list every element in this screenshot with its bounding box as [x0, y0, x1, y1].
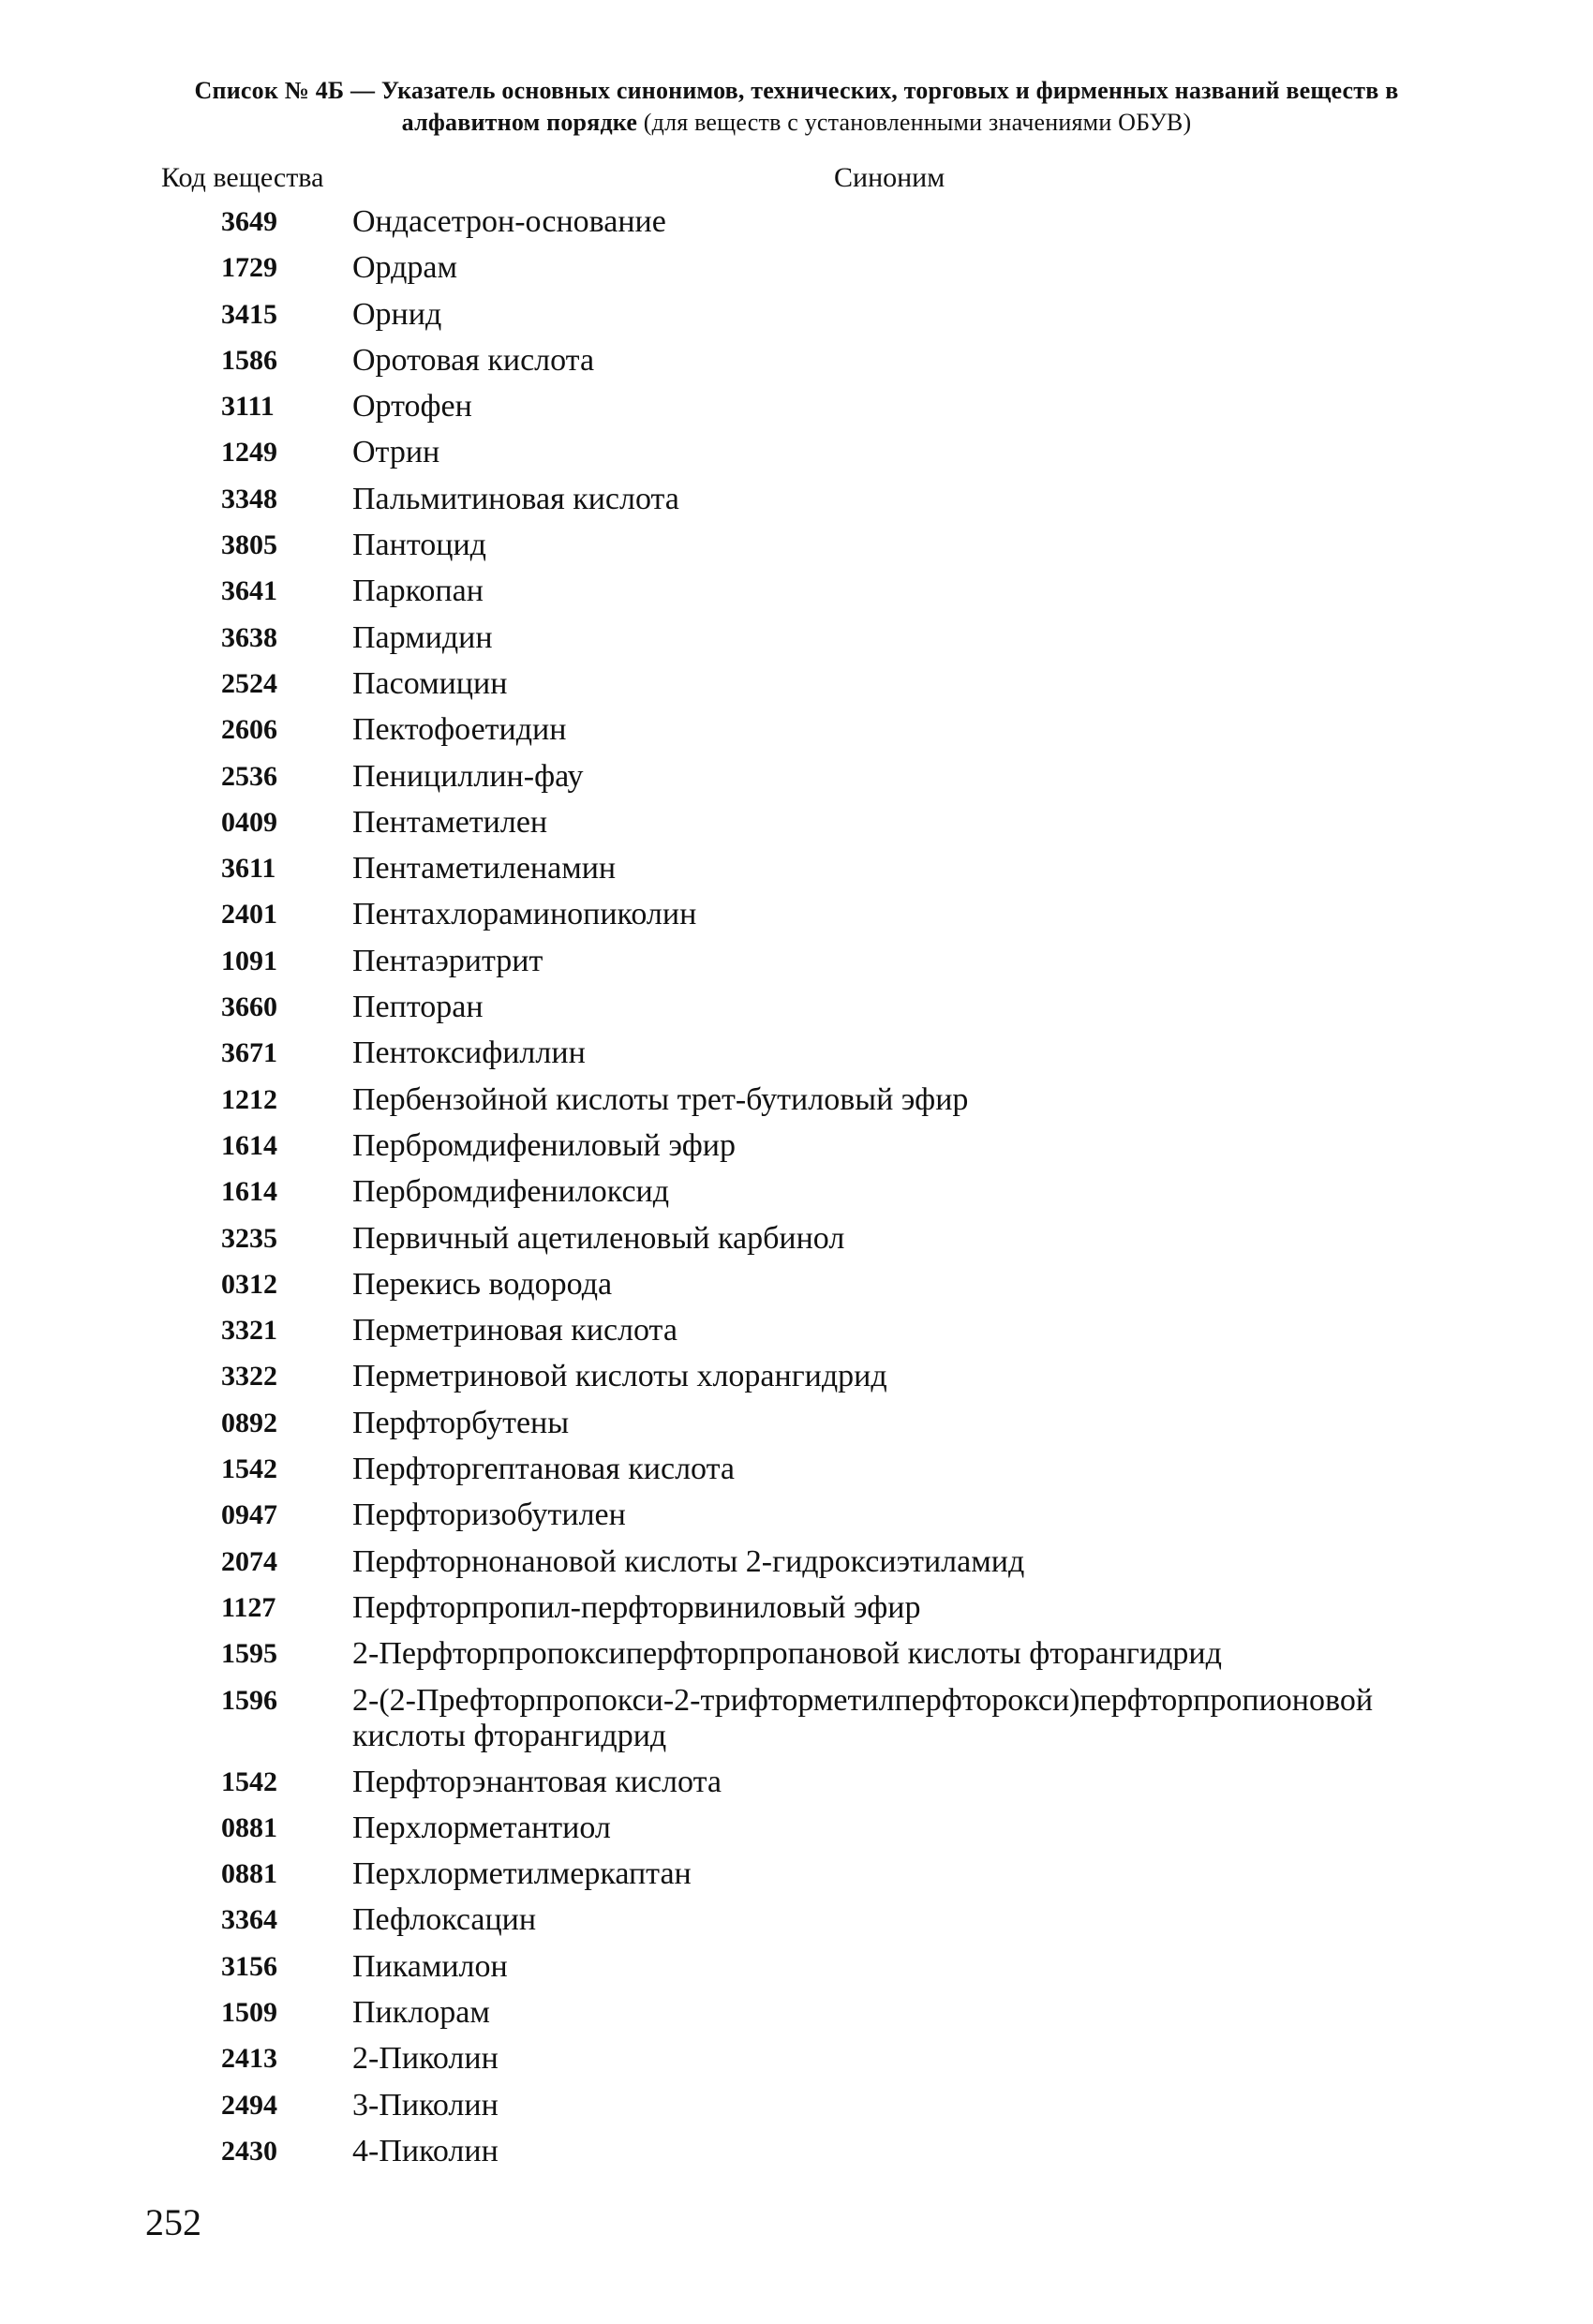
synonym-name: Пиклорам — [352, 1994, 490, 2030]
table-row — [0, 297, 1593, 343]
synonym-name: Пентаэритрит — [352, 943, 543, 978]
synonym-name: 2-(2-Префторпропокси-2-трифторметилперфторокси)перфторпропионовой кислоты фторангидрид — [352, 1682, 1374, 1753]
synonym-name: Перфторпропил-перфторвиниловый эфир — [352, 1589, 921, 1625]
page-title — [141, 75, 1452, 139]
substance-code: 3649 — [221, 206, 277, 237]
table-row — [0, 1856, 1593, 1902]
synonym-name: Пербензойной кислоты трет-бутиловый эфир — [352, 1081, 969, 1117]
table-row — [0, 435, 1593, 481]
synonym-name: Пектофоетидин — [352, 712, 567, 748]
synonym-name: Ордрам — [352, 250, 458, 286]
synonym-name: Пасомицин — [352, 665, 508, 701]
table-row — [0, 389, 1593, 435]
substance-code: 0409 — [221, 806, 277, 838]
column-header-synonym: Синоним — [834, 162, 945, 193]
synonym-name: Пербромдифенилоксид — [352, 1174, 670, 1210]
substance-code: 1729 — [221, 252, 277, 284]
table-row — [0, 1995, 1593, 2041]
synonym-name: Пальмитиновая кислота — [352, 481, 679, 516]
substance-code: 1091 — [221, 945, 277, 976]
table-row — [0, 1590, 1593, 1636]
substance-code: 1249 — [221, 437, 277, 469]
synonym-name: Пепторан — [352, 990, 484, 1025]
table-row — [0, 574, 1593, 619]
synonym-name: Перметриновая кислота — [352, 1313, 677, 1348]
substance-code: 1596 — [221, 1684, 277, 1716]
substance-code: 3321 — [221, 1315, 277, 1347]
synonym-name: Перфторнонановой кислоты 2-гидроксиэтиламид — [352, 1543, 1025, 1579]
substance-code: 3364 — [221, 1904, 277, 1936]
synonym-name: Пентахлораминопиколин — [352, 897, 697, 932]
synonym-name: Орнид — [352, 296, 442, 332]
table-row — [0, 1683, 1593, 1765]
synonym-name: 2-Перфторпропоксиперфторпропановой кислоты фторангидрид — [352, 1636, 1222, 1672]
substance-code: 0892 — [221, 1407, 277, 1438]
synonym-name: Оротовая кислота — [352, 342, 595, 378]
synonym-name: Перметриновой кислоты хлорангидрид — [352, 1359, 887, 1394]
synonym-name: Перекись водорода — [352, 1266, 613, 1302]
synonym-name: Ортофен — [352, 389, 472, 425]
substance-code: 0881 — [221, 1811, 277, 1843]
substance-code: 3638 — [221, 621, 277, 653]
substance-code: 1542 — [221, 1453, 277, 1485]
synonym-name: Пентоксифиллин — [352, 1035, 586, 1071]
table-row — [0, 1267, 1593, 1313]
table-row — [0, 528, 1593, 574]
substance-code: 1127 — [221, 1591, 276, 1623]
table-row — [0, 759, 1593, 805]
synonym-name: Перхлорметантиол — [352, 1810, 611, 1845]
synonym-name: Пенициллин-фау — [352, 758, 584, 794]
substance-code: 0312 — [221, 1268, 277, 1300]
table-row — [0, 1452, 1593, 1497]
substance-code: 3348 — [221, 483, 277, 514]
substance-code: 0947 — [221, 1499, 277, 1531]
substance-code: 3671 — [221, 1037, 277, 1069]
table-row — [0, 897, 1593, 943]
table-row — [0, 944, 1593, 990]
substance-code: 3805 — [221, 529, 277, 561]
synonym-name: Перфторгептановая кислота — [352, 1452, 735, 1487]
table-row — [0, 1406, 1593, 1452]
synonym-table — [0, 204, 1593, 2180]
substance-code: 1586 — [221, 344, 277, 376]
table-row — [0, 1765, 1593, 1810]
table-row — [0, 1497, 1593, 1543]
synonym-name: Паркопан — [352, 574, 484, 609]
table-row — [0, 1174, 1593, 1220]
table-row — [0, 1810, 1593, 1856]
page-title-bold: Список № 4Б — Указатель основных синонимов, технических, торговых и фирменных названий веществ в алфавитном порядке — [194, 77, 1399, 136]
synonym-name: Пефлоксацин — [352, 1902, 537, 1938]
synonym-name: Пикамилон — [352, 1948, 508, 1984]
table-row — [0, 1221, 1593, 1267]
substance-code: 2494 — [221, 2089, 277, 2121]
table-row — [0, 1128, 1593, 1174]
synonym-name: 3-Пиколин — [352, 2087, 499, 2123]
table-row — [0, 1902, 1593, 1948]
table-row — [0, 712, 1593, 758]
substance-code: 3111 — [221, 391, 275, 423]
synonym-name: Пербромдифениловый эфир — [352, 1127, 736, 1163]
substance-code: 1614 — [221, 1129, 277, 1161]
table-row — [0, 1313, 1593, 1359]
substance-code: 0881 — [221, 1858, 277, 1890]
table-row — [0, 343, 1593, 389]
table-row — [0, 1949, 1593, 1995]
substance-code: 1542 — [221, 1765, 277, 1797]
substance-code: 3235 — [221, 1222, 277, 1254]
synonym-name: 4-Пиколин — [352, 2133, 499, 2168]
synonym-name: Ондасетрон-основание — [352, 204, 666, 239]
substance-code: 3156 — [221, 1950, 277, 1982]
substance-code: 1509 — [221, 1996, 277, 2028]
synonym-name: Пентаметилен — [352, 804, 548, 840]
synonym-name: Пармидин — [352, 619, 493, 655]
synonym-name: Перфторбутены — [352, 1405, 570, 1440]
table-row — [0, 851, 1593, 897]
table-row — [0, 1359, 1593, 1405]
column-header-code: Код вещества — [161, 162, 324, 193]
substance-code: 1595 — [221, 1638, 277, 1670]
substance-code: 3641 — [221, 575, 277, 607]
table-row — [0, 2134, 1593, 2180]
table-row — [0, 2041, 1593, 2087]
synonym-name: Пентаметиленамин — [352, 851, 617, 886]
substance-code: 2413 — [221, 2043, 277, 2075]
table-row — [0, 1035, 1593, 1081]
table-row — [0, 1544, 1593, 1590]
page-number: 252 — [145, 2201, 201, 2243]
table-row — [0, 482, 1593, 528]
table-row — [0, 1636, 1593, 1682]
substance-code: 1614 — [221, 1176, 277, 1208]
substance-code: 3322 — [221, 1361, 277, 1393]
synonym-name: Первичный ацетиленовый карбинол — [352, 1220, 845, 1256]
synonym-name: 2-Пиколин — [352, 2041, 499, 2077]
table-row — [0, 250, 1593, 296]
table-row — [0, 620, 1593, 666]
synonym-name: Перфторизобутилен — [352, 1497, 626, 1533]
table-row — [0, 2088, 1593, 2134]
substance-code: 3660 — [221, 991, 277, 1023]
table-row — [0, 990, 1593, 1035]
substance-code: 2524 — [221, 667, 277, 699]
substance-code: 1212 — [221, 1083, 277, 1115]
substance-code: 2074 — [221, 1545, 277, 1577]
table-row — [0, 666, 1593, 712]
substance-code: 2401 — [221, 899, 277, 931]
table-row — [0, 204, 1593, 250]
page-title-regular: (для веществ с установленными значениями ОБУВ) — [643, 109, 1192, 136]
substance-code: 2430 — [221, 2135, 277, 2167]
substance-code: 3415 — [221, 298, 277, 330]
synonym-name: Отрин — [352, 435, 440, 470]
substance-code: 2536 — [221, 760, 277, 792]
substance-code: 3611 — [221, 853, 276, 885]
substance-code: 2606 — [221, 714, 277, 746]
synonym-name: Пантоцид — [352, 528, 486, 563]
table-row — [0, 1082, 1593, 1128]
synonym-name: Перфторэнантовая кислота — [352, 1764, 722, 1799]
synonym-name: Перхлорметилмеркаптан — [352, 1856, 692, 1892]
table-row — [0, 805, 1593, 851]
